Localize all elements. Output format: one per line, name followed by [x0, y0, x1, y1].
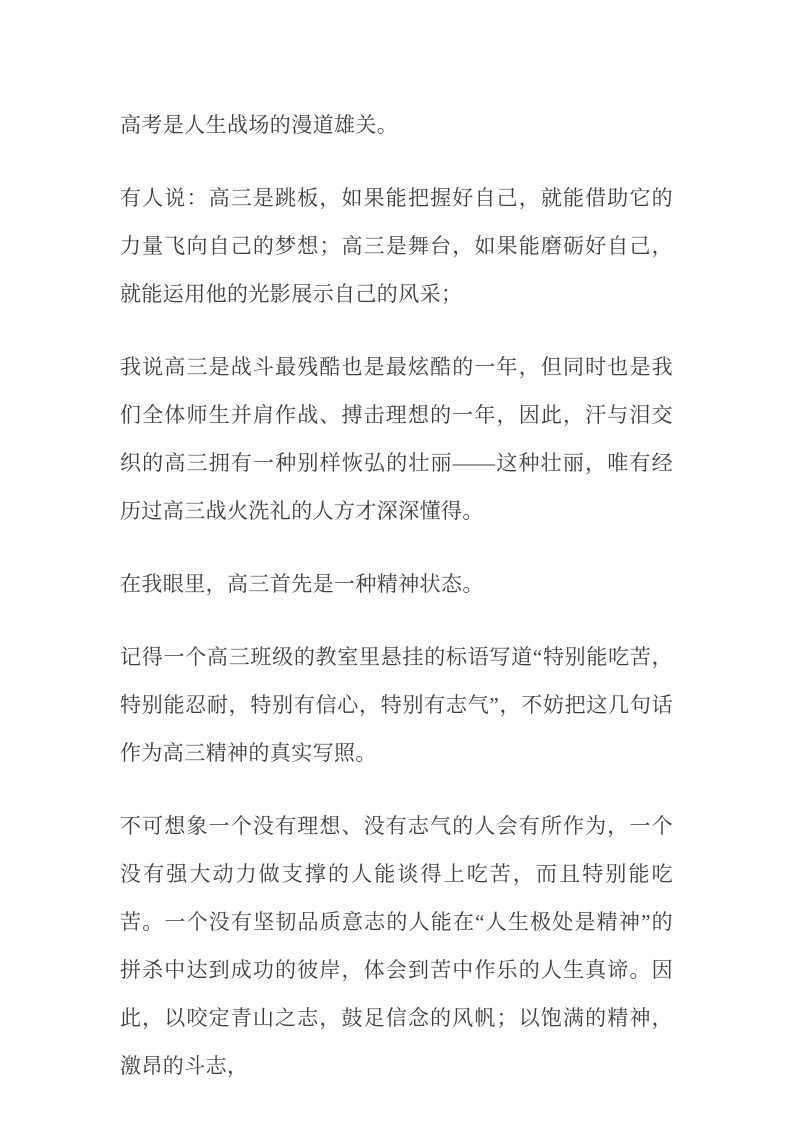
paragraph-classroom-slogan: 记得一个高三班级的教室里悬挂的标语写道“特别能吃苦，特别能忍耐，特别有信心，特别有志气”，不妨把这几句话作为高三精神的真实写照。 [120, 645, 673, 765]
paragraph-unimaginable: 不可想象一个没有理想、没有志气的人会有所作为，一个没有强大动力做支撑的人能谈得上吃苦，而且特别能吃苦。一个没有坚韧品质意志的人能在“人生极处是精神”的拼杀中达到成功的彼岸，体会到苦中作乐的人生真谛。因此，以咬定青山之志，鼓足信念的风帆；以饱满的精神，激昂的斗志， [120, 814, 673, 1078]
paragraph-some-say: 有人说：高三是跳板，如果能把握好自己，就能借助它的力量飞向自己的梦想；高三是舞台，如果能磨砺好自己，就能运用他的光影展示自己的风采； [120, 186, 673, 306]
paragraph-gaokao-intro: 高考是人生战场的漫道雄关。 [120, 113, 399, 137]
paragraph-spirit-state: 在我眼里，高三首先是一种精神状态。 [120, 572, 484, 596]
paragraph-i-say: 我说高三是战斗最残酷也是最炫酷的一年，但同时也是我们全体师生并肩作战、搏击理想的一年，因此，汗与泪交织的高三拥有一种别样恢弘的壮丽——这种壮丽，唯有经历过高三战火洗礼的人方才深深懂得。 [120, 355, 673, 523]
